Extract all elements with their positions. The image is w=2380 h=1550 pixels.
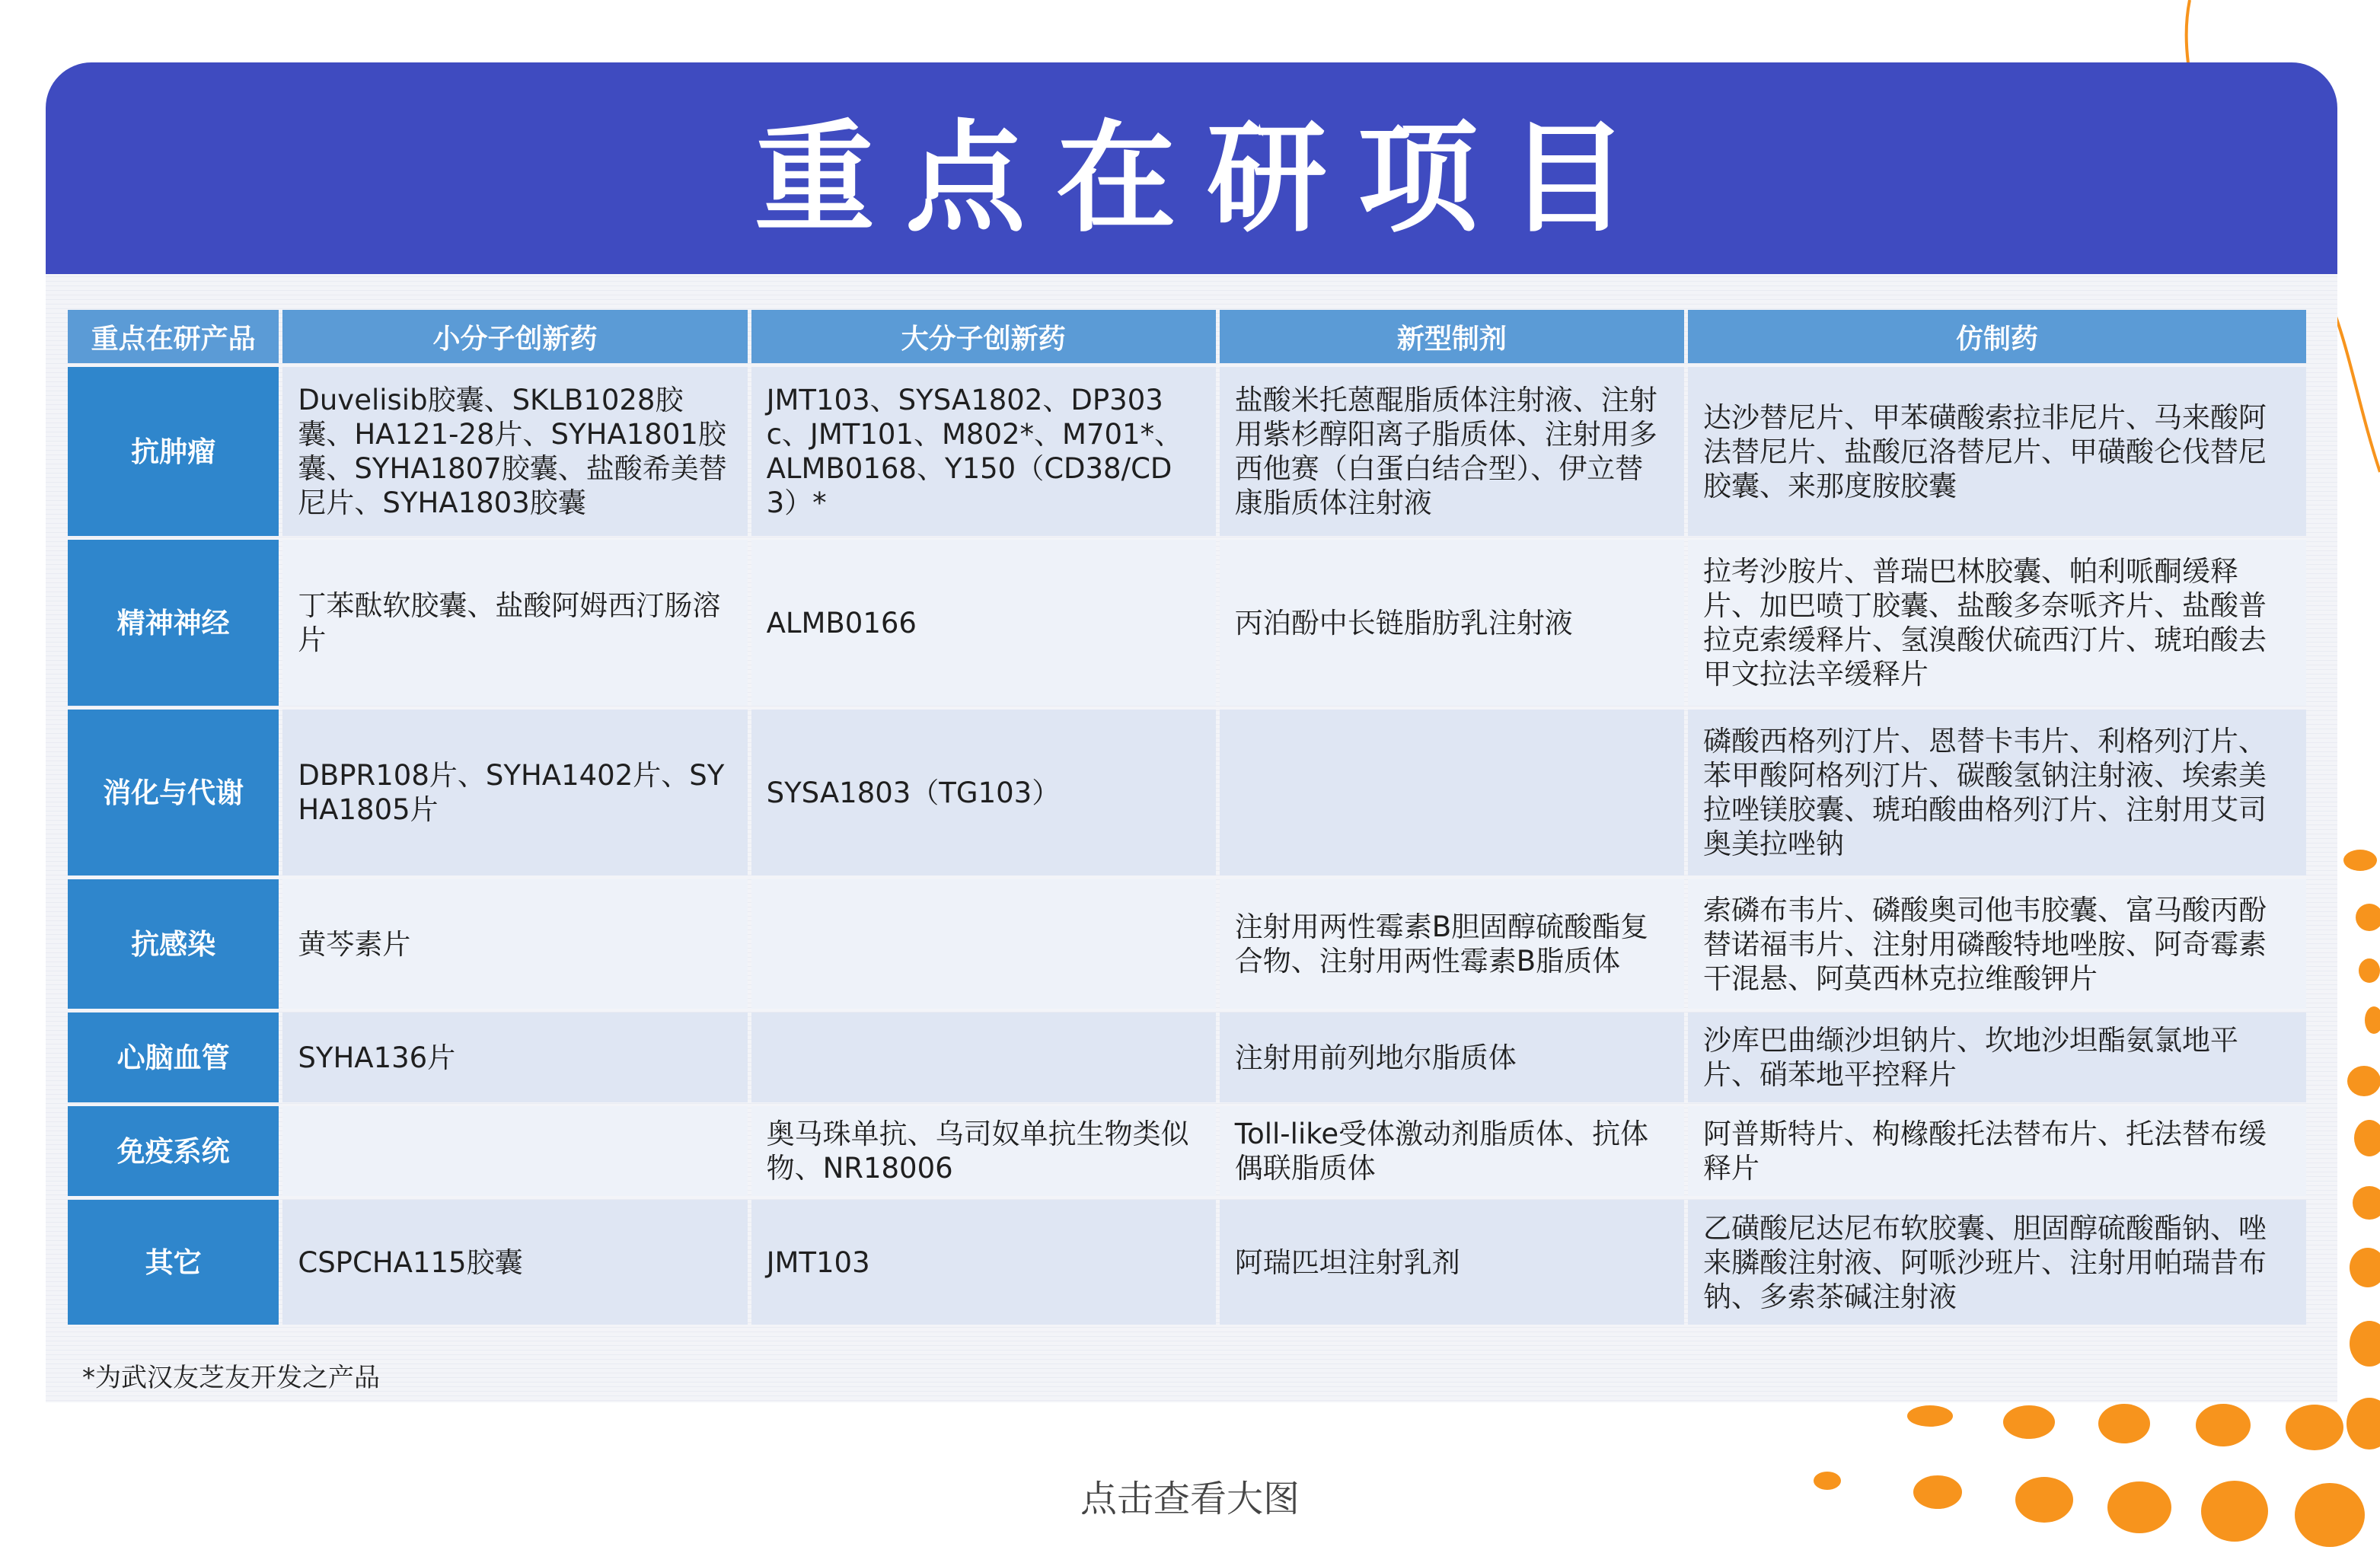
column-header: 大分子创新药 — [751, 310, 1216, 363]
table-row — [68, 367, 2306, 536]
table-cell: 奥马珠单抗、乌司奴单抗生物类似物、NR18006 — [751, 1106, 1216, 1196]
footnote: *为武汉友芝友开发之产品 — [82, 1363, 380, 1393]
table-cell: 乙磺酸尼达尼布软胶囊、胆固醇硫酸酯钠、唑来膦酸注射液、阿哌沙班片、注射用帕瑞昔布钠、多索茶碱注射液 — [1688, 1200, 2306, 1325]
table-cell: JMT103、SYSA1802、DP303c、JMT101、M802*、M701*、ALMB0168、Y150（CD38/CD3）* — [751, 367, 1216, 536]
category-cell: 抗肿瘤 — [68, 367, 279, 536]
column-header: 仿制药 — [1688, 310, 2306, 363]
table-cell: 丁苯酞软胶囊、盐酸阿姆西汀肠溶片 — [282, 540, 747, 706]
category-cell: 消化与代谢 — [68, 710, 279, 875]
category-cell: 免疫系统 — [68, 1106, 279, 1196]
table-cell: Toll-like受体激动剂脂质体、抗体偶联脂质体 — [1220, 1106, 1684, 1196]
table-row — [68, 879, 2306, 1009]
table-row — [68, 1106, 2306, 1196]
table-cell: 注射用前列地尔脂质体 — [1220, 1013, 1684, 1102]
table-cell: SYHA136片 — [282, 1013, 747, 1102]
category-cell: 精神神经 — [68, 540, 279, 706]
table-cell: 阿瑞匹坦注射乳剂 — [1220, 1200, 1684, 1325]
table-cell: 磷酸西格列汀片、恩替卡韦片、利格列汀片、苯甲酸阿格列汀片、碳酸氢钠注射液、埃索美拉唑镁胶囊、琥珀酸曲格列汀片、注射用艾司奥美拉唑钠 — [1688, 710, 2306, 875]
category-cell: 抗感染 — [68, 879, 279, 1009]
table-row — [68, 1013, 2306, 1102]
title-banner — [46, 62, 2337, 274]
table-cell: 阿普斯特片、枸橼酸托法替布片、托法替布缓释片 — [1688, 1106, 2306, 1196]
table-row — [68, 1200, 2306, 1325]
table-cell: SYSA1803（TG103） — [751, 710, 1216, 875]
table-cell: Duvelisib胶囊、SKLB1028胶囊、HA121-28片、SYHA1801胶囊、SYHA1807胶囊、盐酸希美替尼片、SYHA1803胶囊 — [282, 367, 747, 536]
column-header: 重点在研产品 — [68, 310, 279, 363]
table-cell: 丙泊酚中长链脂肪乳注射液 — [1220, 540, 1684, 706]
table-row — [68, 710, 2306, 875]
table-cell: 黄芩素片 — [282, 879, 747, 1009]
table-cell: 盐酸米托蒽醌脂质体注射液、注射用紫杉醇阳离子脂质体、注射用多西他赛（白蛋白结合型）、伊立替康脂质体注射液 — [1220, 367, 1684, 536]
table-cell: 拉考沙胺片、普瑞巴林胶囊、帕利哌酮缓释片、加巴喷丁胶囊、盐酸多奈哌齐片、盐酸普拉克索缓释片、氢溴酸伏硫西汀片、琥珀酸去甲文拉法辛缓释片 — [1688, 540, 2306, 706]
table-cell: 沙库巴曲缬沙坦钠片、坎地沙坦酯氨氯地平片、硝苯地平控释片 — [1688, 1013, 2306, 1102]
category-cell: 其它 — [68, 1200, 279, 1325]
table-cell — [282, 1106, 747, 1196]
table-cell: DBPR108片、SYHA1402片、SYHA1805片 — [282, 710, 747, 875]
table-header-row — [68, 310, 2306, 363]
page-title: 重点在研项目 — [755, 108, 1659, 249]
table-cell: ALMB0166 — [751, 540, 1216, 706]
column-header: 小分子创新药 — [282, 310, 747, 363]
pipeline-table — [64, 306, 2310, 1328]
table-cell — [751, 879, 1216, 1009]
table-cell: 索磷布韦片、磷酸奥司他韦胶囊、富马酸丙酚替诺福韦片、注射用磷酸特地唑胺、阿奇霉素干混悬、阿莫西林克拉维酸钾片 — [1688, 879, 2306, 1009]
table-row — [68, 540, 2306, 706]
column-header: 新型制剂 — [1220, 310, 1684, 363]
table-cell: 注射用两性霉素B胆固醇硫酸酯复合物、注射用两性霉素B脂质体 — [1220, 879, 1684, 1009]
content-card — [46, 62, 2337, 1402]
category-cell: 心脑血管 — [68, 1013, 279, 1102]
table-cell: CSPCHA115胶囊 — [282, 1200, 747, 1325]
table-cell — [751, 1013, 1216, 1102]
table-cell: 达沙替尼片、甲苯磺酸索拉非尼片、马来酸阿法替尼片、盐酸厄洛替尼片、甲磺酸仑伐替尼胶囊、来那度胺胶囊 — [1688, 367, 2306, 536]
table-cell — [1220, 710, 1684, 875]
table-cell: JMT103 — [751, 1200, 1216, 1325]
view-large-image-link[interactable]: 点击查看大图 — [1080, 1478, 1300, 1520]
